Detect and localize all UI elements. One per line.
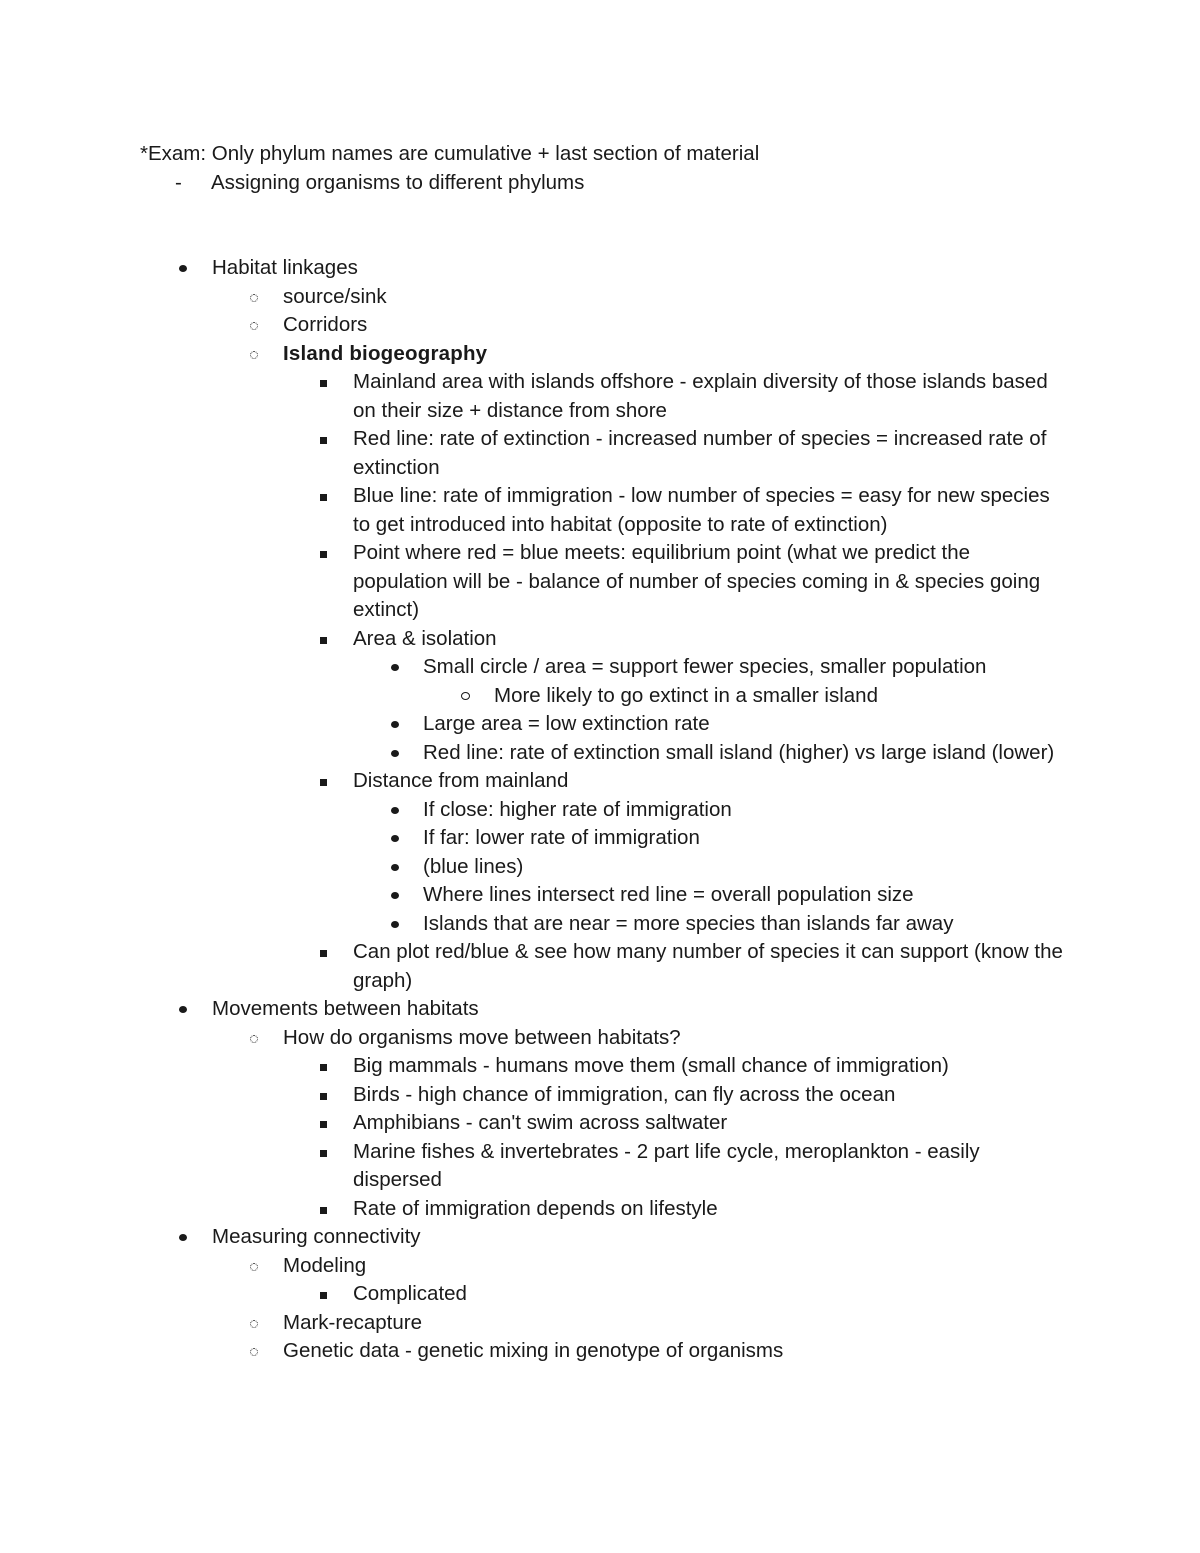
- outline-item-text: Habitat linkages: [212, 256, 358, 279]
- square-bullet-icon: [313, 625, 337, 654]
- outline-item-level-3: [0, 938, 1200, 995]
- square-bullet-icon: [313, 767, 337, 796]
- filled-circle-bullet-icon: [384, 881, 408, 910]
- outline-item-text: Point where red = blue meets: equilibrium point (what we predict the population will be - balance of number of species coming in & species going extinct): [353, 541, 1041, 621]
- filled-circle-bullet-icon: [384, 653, 408, 682]
- outline-item-text: If far: lower rate of immigration: [423, 826, 700, 849]
- square-bullet-icon: [313, 425, 337, 454]
- outline-item-level-3: [0, 368, 1200, 425]
- hollow-circle-bullet-icon: [454, 682, 478, 711]
- outline-item-level-3: [0, 767, 1200, 796]
- filled-circle-bullet-icon: [172, 1223, 196, 1252]
- outline-item-text: Red line: rate of extinction small island (higher) vs large island (lower): [423, 740, 1055, 764]
- outline-item-level-1: [0, 254, 1200, 283]
- dotted-circle-bullet-icon: [243, 340, 267, 369]
- outline-item-text: Measuring connectivity: [212, 1225, 421, 1248]
- dotted-circle-bullet-icon: [243, 1252, 267, 1281]
- outline-item-text: Islands that are near = more species than islands far away: [423, 911, 954, 935]
- filled-circle-bullet-icon: [384, 739, 408, 768]
- dotted-circle-bullet-icon: [243, 283, 267, 312]
- outline-item-text: Distance from mainland: [353, 769, 569, 792]
- outline-item-level-2: [0, 311, 1200, 340]
- outline-item-level-2: [0, 1337, 1200, 1366]
- outline-item-text: Island biogeography: [283, 341, 488, 365]
- outline-item-level-3: [0, 1109, 1200, 1138]
- outline-item-level-4: [0, 881, 1200, 910]
- outline-item-text: Complicated: [353, 1282, 467, 1305]
- filled-circle-bullet-icon: [172, 995, 196, 1024]
- outline-item-level-3: [0, 1195, 1200, 1224]
- outline-item-text: Genetic data - genetic mixing in genotype of organisms: [283, 1339, 784, 1362]
- square-bullet-icon: [313, 1138, 337, 1167]
- exam-note: [140, 140, 1080, 194]
- dotted-circle-bullet-icon: [243, 1024, 267, 1053]
- notes-outline: [0, 254, 1200, 1366]
- outline-item-text: Blue line: rate of immigration - low number of species = easy for new species to get introduced into habitat (opposite to rate of extinction): [353, 484, 1050, 536]
- outline-item-text: (blue lines): [423, 854, 524, 878]
- dotted-circle-bullet-icon: [243, 311, 267, 340]
- filled-circle-bullet-icon: [384, 853, 408, 882]
- outline-item-level-2: [0, 1024, 1200, 1053]
- outline-item-text: Corridors: [283, 313, 368, 336]
- filled-circle-bullet-icon: [384, 796, 408, 825]
- square-bullet-icon: [313, 539, 337, 568]
- outline-item-text: Large area = low extinction rate: [423, 712, 710, 735]
- outline-item-level-3: [0, 482, 1200, 539]
- dash-marker: -: [175, 170, 182, 194]
- filled-circle-bullet-icon: [172, 254, 196, 283]
- dotted-circle-bullet-icon: [243, 1337, 267, 1366]
- square-bullet-icon: [313, 368, 337, 397]
- outline-item-level-4: [0, 710, 1200, 739]
- outline-item-level-4: [0, 739, 1200, 768]
- square-bullet-icon: [313, 1081, 337, 1110]
- outline-item-text: If close: higher rate of immigration: [423, 797, 732, 821]
- filled-circle-bullet-icon: [384, 824, 408, 853]
- outline-item-text: Mainland area with islands offshore - explain diversity of those islands based on their size + distance from shore: [353, 370, 1048, 422]
- outline-item-level-3: [0, 539, 1200, 625]
- outline-item-text: Amphibians - can't swim across saltwater: [353, 1111, 728, 1134]
- filled-circle-bullet-icon: [384, 910, 408, 939]
- outline-item-level-5: [0, 682, 1200, 711]
- outline-item-level-3: [0, 1081, 1200, 1110]
- outline-item-level-4: [0, 653, 1200, 682]
- outline-item-level-1: [0, 995, 1200, 1024]
- outline-item-text: Can plot red/blue & see how many number of species it can support (know the graph): [353, 940, 1063, 992]
- outline-item-text: More likely to go extinct in a smaller island: [494, 683, 878, 707]
- outline-item-text: source/sink: [283, 284, 387, 308]
- square-bullet-icon: [313, 1052, 337, 1081]
- outline-item-text: Rate of immigration depends on lifestyle: [353, 1196, 718, 1220]
- exam-note-title: *Exam: Only phylum names are cumulative + last section of material: [140, 142, 760, 165]
- outline-item-text: Area & isolation: [353, 626, 497, 650]
- outline-item-text: Mark-recapture: [283, 1310, 422, 1334]
- outline-item-level-4: [0, 853, 1200, 882]
- square-bullet-icon: [313, 1280, 337, 1309]
- outline-item-text: Marine fishes & invertebrates - 2 part life cycle, meroplankton - easily dispersed: [353, 1139, 980, 1191]
- outline-item-text: Small circle / area = support fewer species, smaller population: [423, 655, 987, 678]
- outline-item-text: How do organisms move between habitats?: [283, 1025, 681, 1049]
- outline-item-text: Modeling: [283, 1253, 367, 1277]
- outline-item-level-2: [0, 1252, 1200, 1281]
- outline-item-text: Where lines intersect red line = overall population size: [423, 883, 914, 906]
- outline-item-level-2: [0, 340, 1200, 369]
- outline-item-level-3: [0, 1280, 1200, 1309]
- square-bullet-icon: [313, 938, 337, 967]
- outline-item-level-4: [0, 824, 1200, 853]
- outline-item-text: Red line: rate of extinction - increased number of species = increased rate of extinction: [353, 427, 1047, 479]
- filled-circle-bullet-icon: [384, 710, 408, 739]
- outline-item-level-3: [0, 425, 1200, 482]
- outline-item-text: Movements between habitats: [212, 997, 479, 1020]
- outline-item-level-3: [0, 1138, 1200, 1195]
- outline-item-level-2: [0, 283, 1200, 312]
- outline-item-level-1: [0, 1223, 1200, 1252]
- dotted-circle-bullet-icon: [243, 1309, 267, 1338]
- square-bullet-icon: [313, 1109, 337, 1138]
- outline-item-level-2: [0, 1309, 1200, 1338]
- outline-item-text: Big mammals - humans move them (small chance of immigration): [353, 1054, 949, 1077]
- outline-item-level-3: [0, 1052, 1200, 1081]
- outline-item-text: Birds - high chance of immigration, can fly across the ocean: [353, 1082, 896, 1106]
- square-bullet-icon: [313, 1195, 337, 1224]
- subpoint-text: Assigning organisms to different phylums: [211, 170, 585, 194]
- square-bullet-icon: [313, 482, 337, 511]
- outline-item-level-3: [0, 625, 1200, 654]
- outline-item-level-4: [0, 910, 1200, 939]
- outline-item-level-4: [0, 796, 1200, 825]
